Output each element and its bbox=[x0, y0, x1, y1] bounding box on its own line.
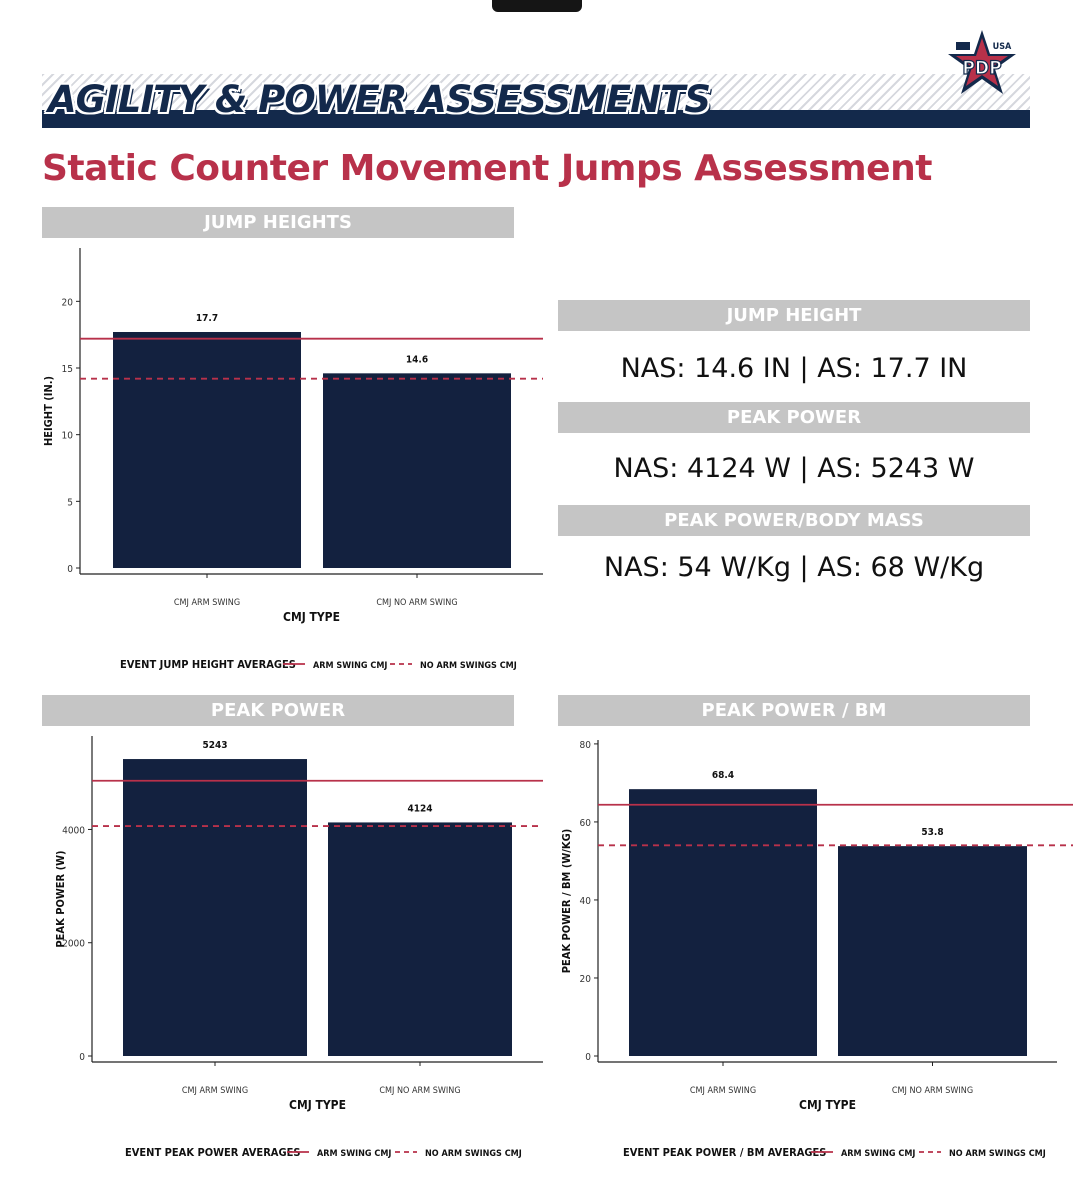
bar bbox=[123, 759, 307, 1056]
x-axis-label: CMJ TYPE bbox=[799, 1098, 856, 1112]
peak-power-bm-chart bbox=[516, 728, 1073, 1178]
legend-solid-label: ARM SWING CMJ bbox=[313, 661, 388, 671]
logo-text: PDP bbox=[962, 57, 1002, 79]
x-tick-label: CMJ ARM SWING bbox=[181, 1086, 249, 1096]
bar-value-label: 68.4 bbox=[711, 770, 735, 782]
page-title: AGILITY & POWER ASSESSMENTS bbox=[48, 78, 711, 121]
bar-value-label: 53.8 bbox=[921, 827, 944, 839]
section-peak-power-bm: PEAK POWER / BM bbox=[558, 695, 1030, 726]
x-tick-label: CMJ NO ARM SWING bbox=[379, 1086, 461, 1096]
bar-value-label: 17.7 bbox=[195, 313, 219, 324]
y-axis-label: PEAK POWER / BM (W/KG) bbox=[560, 828, 573, 974]
stat-jump-height-value: NAS: 14.6 IN | AS: 17.7 IN bbox=[620, 353, 968, 384]
logo-small-text: USA bbox=[992, 42, 1012, 52]
x-tick-label: CMJ NO ARM SWING bbox=[376, 598, 458, 608]
bar bbox=[323, 373, 511, 568]
legend-title: EVENT PEAK POWER / BM AVERAGES bbox=[623, 1146, 827, 1159]
bar bbox=[113, 332, 301, 568]
y-axis-label: HEIGHT (IN.) bbox=[42, 375, 55, 447]
x-axis-label: CMJ TYPE bbox=[289, 1098, 346, 1112]
bar-value-label: 5243 bbox=[202, 740, 228, 752]
legend-solid-label: ARM SWING CMJ bbox=[841, 1149, 916, 1159]
y-tick-label: 40 bbox=[579, 895, 591, 907]
bar-value-label: 4124 bbox=[407, 803, 433, 815]
legend-title: EVENT JUMP HEIGHT AVERAGES bbox=[120, 658, 296, 671]
section-jump-heights: JUMP HEIGHTS bbox=[42, 207, 514, 238]
stat-peak-power-mass-value: NAS: 54 W/Kg | AS: 68 W/Kg bbox=[603, 552, 985, 583]
y-tick-label: 4000 bbox=[62, 825, 85, 837]
mlb-mark bbox=[956, 42, 970, 50]
y-tick-label: 5 bbox=[67, 497, 73, 509]
y-tick-label: 0 bbox=[79, 1052, 85, 1063]
bar bbox=[629, 789, 817, 1056]
y-tick-label: 20 bbox=[579, 973, 591, 985]
jump-height-chart bbox=[0, 240, 560, 690]
stat-peak-power-value: NAS: 4124 W | AS: 5243 W bbox=[613, 453, 975, 484]
window-top-tab bbox=[492, 0, 582, 12]
legend-title: EVENT PEAK POWER AVERAGES bbox=[125, 1146, 301, 1159]
stat-peak-power-mass-header: PEAK POWER/BODY MASS bbox=[558, 505, 1030, 536]
section-peak-power: PEAK POWER bbox=[42, 695, 514, 726]
stat-jump-height-header: JUMP HEIGHT bbox=[558, 300, 1030, 331]
y-tick-label: 20 bbox=[61, 297, 73, 309]
y-tick-label: 0 bbox=[585, 1052, 591, 1063]
y-tick-label: 60 bbox=[579, 817, 591, 829]
x-tick-label: CMJ ARM SWING bbox=[689, 1086, 757, 1096]
legend-dashed-label: NO ARM SWINGS CMJ bbox=[420, 661, 517, 671]
legend-dashed-label: NO ARM SWINGS CMJ bbox=[425, 1149, 522, 1159]
stat-peak-power-header: PEAK POWER bbox=[558, 402, 1030, 433]
x-tick-label: CMJ NO ARM SWING bbox=[891, 1086, 974, 1096]
y-axis-label: PEAK POWER (W) bbox=[54, 850, 67, 948]
y-tick-label: 0 bbox=[67, 564, 73, 575]
bar bbox=[838, 846, 1027, 1056]
page-subtitle: Static Counter Movement Jumps Assessment bbox=[42, 148, 932, 189]
y-tick-label: 10 bbox=[61, 430, 73, 442]
x-tick-label: CMJ ARM SWING bbox=[173, 598, 241, 608]
bar bbox=[328, 822, 512, 1056]
peak-power-chart bbox=[0, 728, 560, 1178]
pdp-logo bbox=[946, 28, 1018, 100]
legend-solid-label: ARM SWING CMJ bbox=[317, 1149, 392, 1159]
y-tick-label: 2000 bbox=[62, 938, 85, 950]
y-tick-label: 15 bbox=[61, 364, 73, 375]
x-axis-label: CMJ TYPE bbox=[283, 610, 340, 624]
legend-dashed-label: NO ARM SWINGS CMJ bbox=[949, 1149, 1046, 1159]
y-tick-label: 80 bbox=[579, 739, 591, 751]
bar-value-label: 14.6 bbox=[405, 354, 429, 366]
